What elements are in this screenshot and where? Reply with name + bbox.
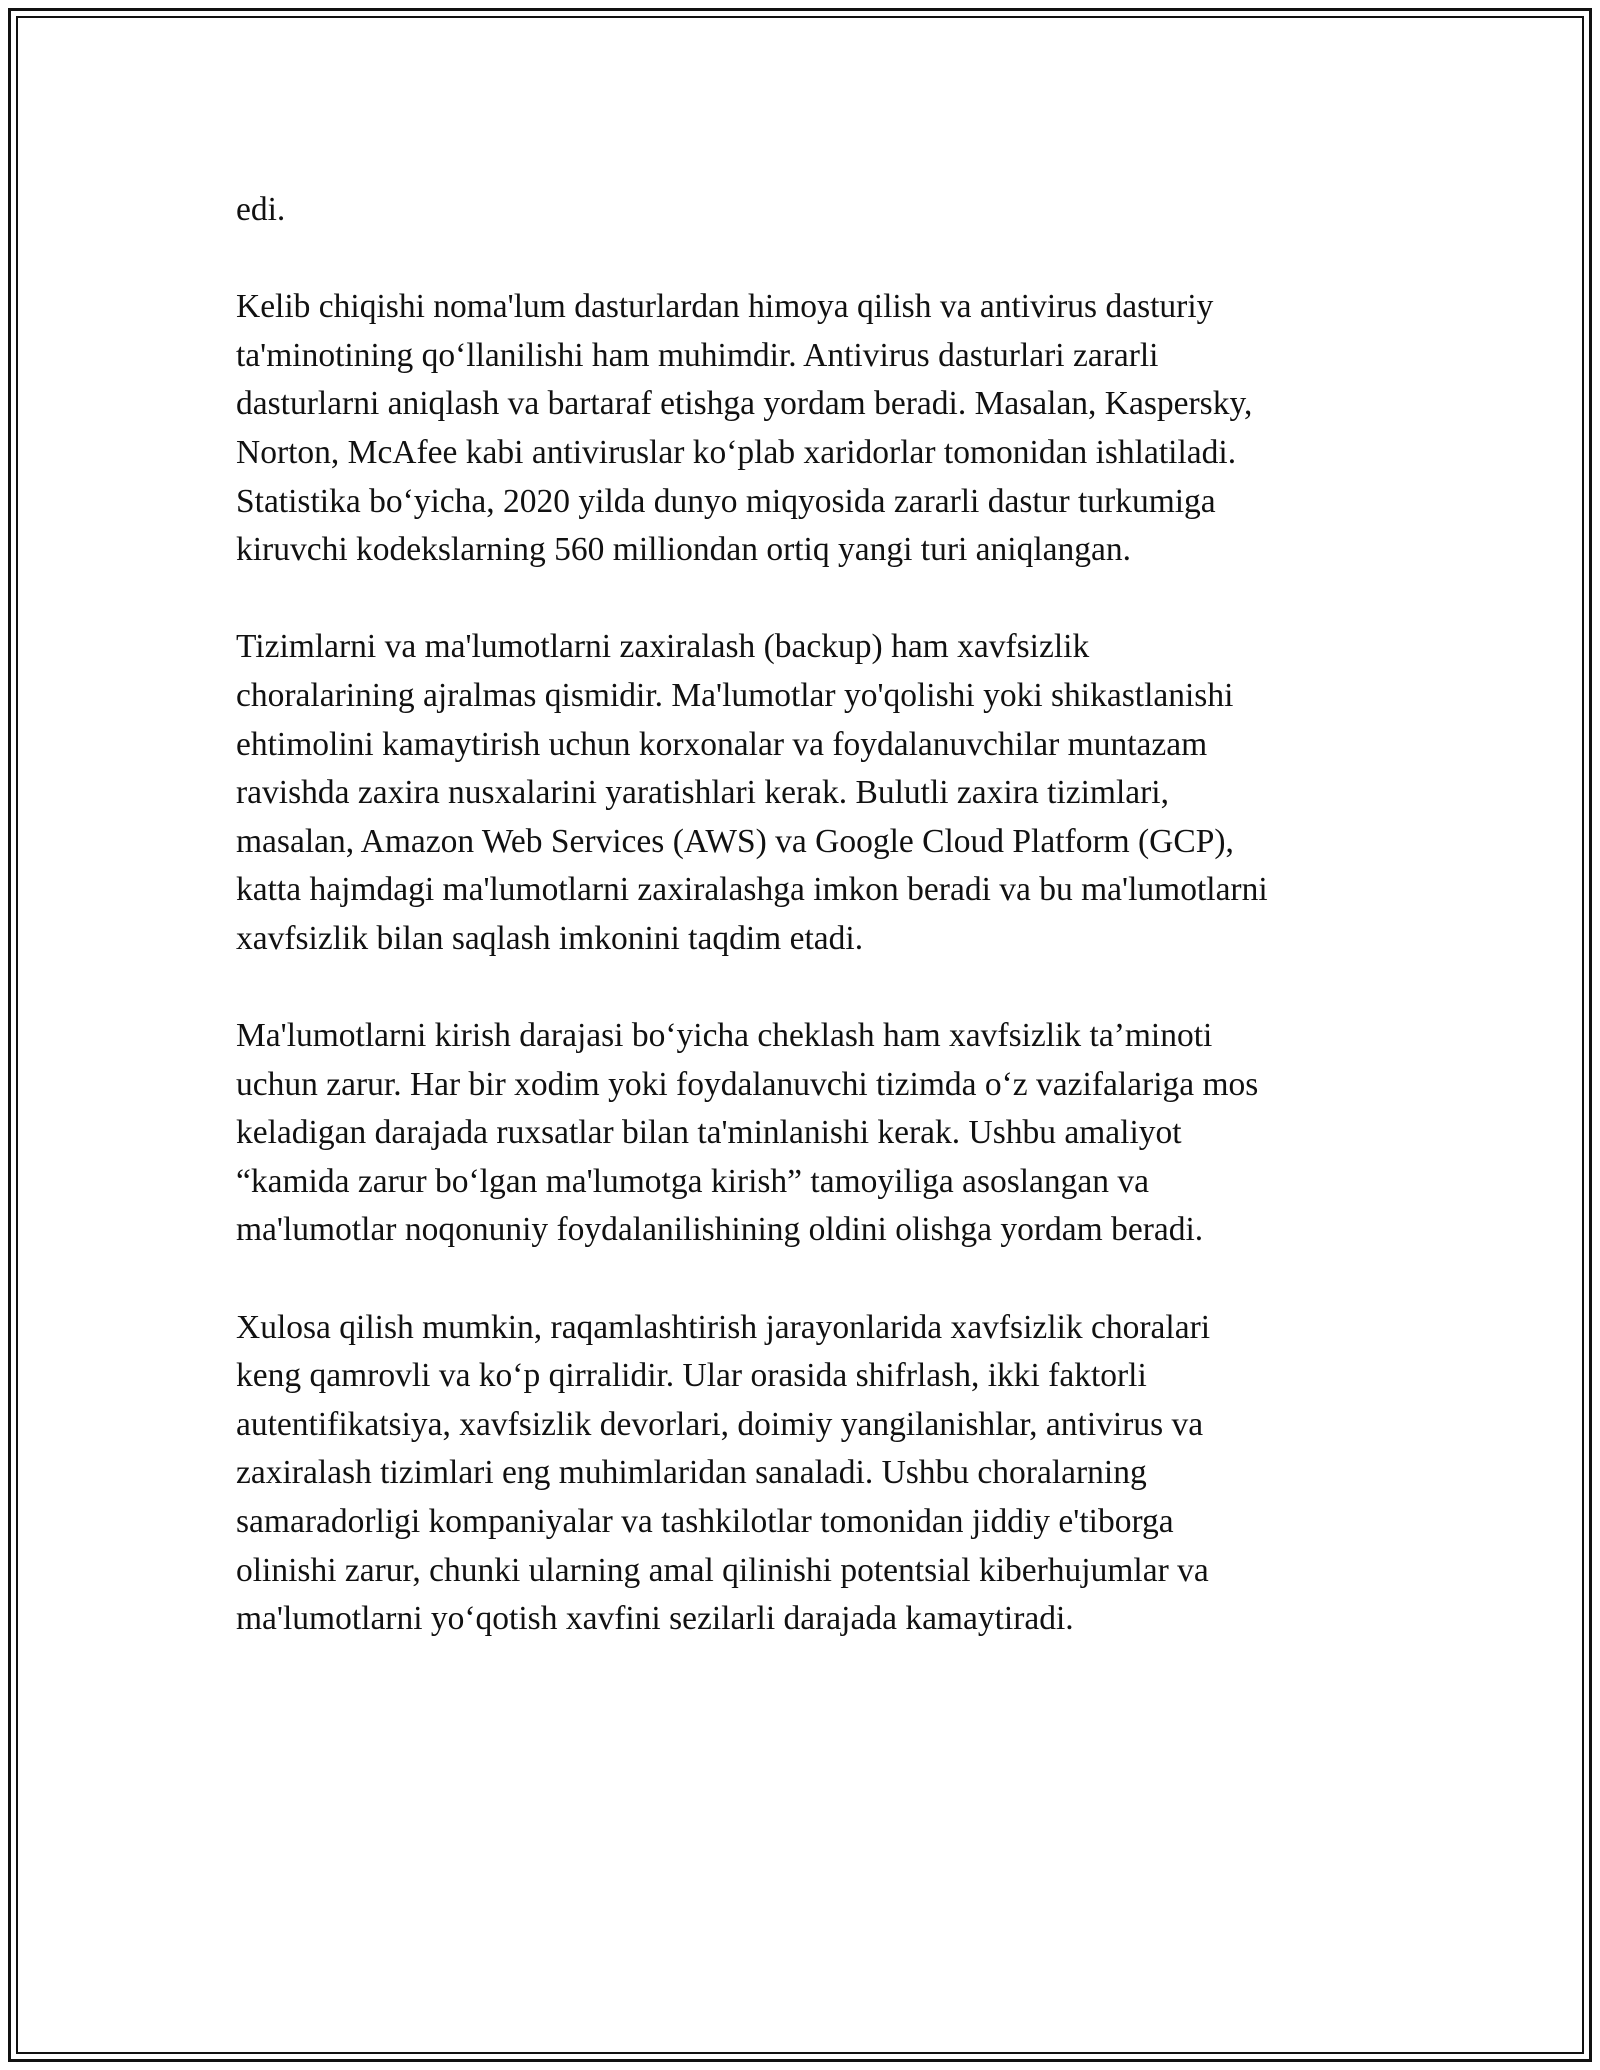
text-line: Kelib chiqishi noma'lum dasturlardan himoya qilish va antivirus dasturiy: [236, 288, 1214, 326]
text-line: edi.: [236, 191, 286, 228]
paragraph-backup: [236, 623, 1386, 963]
text-line: zaxiralash tizimlari eng muhimlaridan sanaladi. Ushbu choralarning: [236, 1454, 1147, 1492]
text-line: olinishi zarur, chunki ularning amal qilinishi potentsial kiberhujumlar va: [236, 1551, 1209, 1589]
text-line: Xulosa qilish mumkin, raqamlashtirish jarayonlarida xavfsizlik choralari: [236, 1308, 1211, 1346]
text-line: xavfsizlik bilan saqlash imkonini taqdim etadi.: [236, 919, 864, 957]
text-line: keng qamrovli va koʻp qirralidir. Ular orasida shifrlash, ikki faktorli: [236, 1357, 1147, 1395]
paragraph-continuation: [236, 186, 1386, 235]
text-line: ravishda zaxira nusxalarini yaratishlari kerak. Bulutli zaxira tizimlari,: [236, 774, 1169, 812]
text-line: ehtimolini kamaytirish uchun korxonalar va foydalanuvchilar muntazam: [236, 725, 1208, 763]
text-line: Norton, McAfee kabi antiviruslar koʻplab xaridorlar tomonidan ishlatiladi.: [236, 433, 1237, 471]
text-line: ta'minotining qoʻllanilishi ham muhimdir. Antivirus dasturlari zararli: [236, 336, 1159, 374]
text-line: Ma'lumotlarni kirish darajasi boʻyicha cheklash ham xavfsizlik ta’minoti: [236, 1017, 1213, 1055]
text-line: katta hajmdagi ma'lumotlarni zaxiralashga imkon beradi va bu ma'lumotlarni: [236, 871, 1268, 909]
text-line: kiruvchi kodekslarning 560 milliondan ortiq yangi turi aniqlangan.: [236, 531, 1132, 569]
text-line: Statistika boʻyicha, 2020 yilda dunyo miqyosida zararli dastur turkumiga: [236, 482, 1216, 520]
text-line: masalan, Amazon Web Services (AWS) va Google Cloud Platform (GCP),: [236, 822, 1234, 860]
paragraph-access-control: [236, 1012, 1386, 1255]
text-line: ma'lumotlar noqonuniy foydalanilishining oldini olishga yordam beradi.: [236, 1211, 1204, 1249]
text-line: “kamida zarur boʻlgan ma'lumotga kirish” tamoyiliga asoslangan va: [236, 1162, 1150, 1200]
text-line: autentifikatsiya, xavfsizlik devorlari, doimiy yangilanishlar, antivirus va: [236, 1405, 1204, 1443]
text-line: Tizimlarni va ma'lumotlarni zaxiralash (backup) ham xavfsizlik: [236, 628, 1090, 666]
text-line: samaradorligi kompaniyalar va tashkilotlar tomonidan jiddiy e'tiborga: [236, 1503, 1174, 1541]
paragraph-conclusion: [236, 1304, 1386, 1644]
text-line: dasturlarni aniqlash va bartaraf etishga yordam beradi. Masalan, Kaspersky,: [236, 385, 1253, 423]
document-body: [236, 186, 1386, 1692]
text-line: keladigan darajada ruxsatlar bilan ta'minlanishi kerak. Ushbu amaliyot: [236, 1114, 1182, 1152]
paragraph-antivirus: [236, 283, 1386, 575]
text-line: ma'lumotlarni yoʻqotish xavfini sezilarli darajada kamaytiradi.: [236, 1600, 1074, 1638]
text-line: uchun zarur. Har bir xodim yoki foydalanuvchi tizimda oʻz vazifalariga mos: [236, 1065, 1259, 1103]
text-line: choralarining ajralmas qismidir. Ma'lumotlar yo'qolishi yoki shikastlanishi: [236, 676, 1234, 714]
